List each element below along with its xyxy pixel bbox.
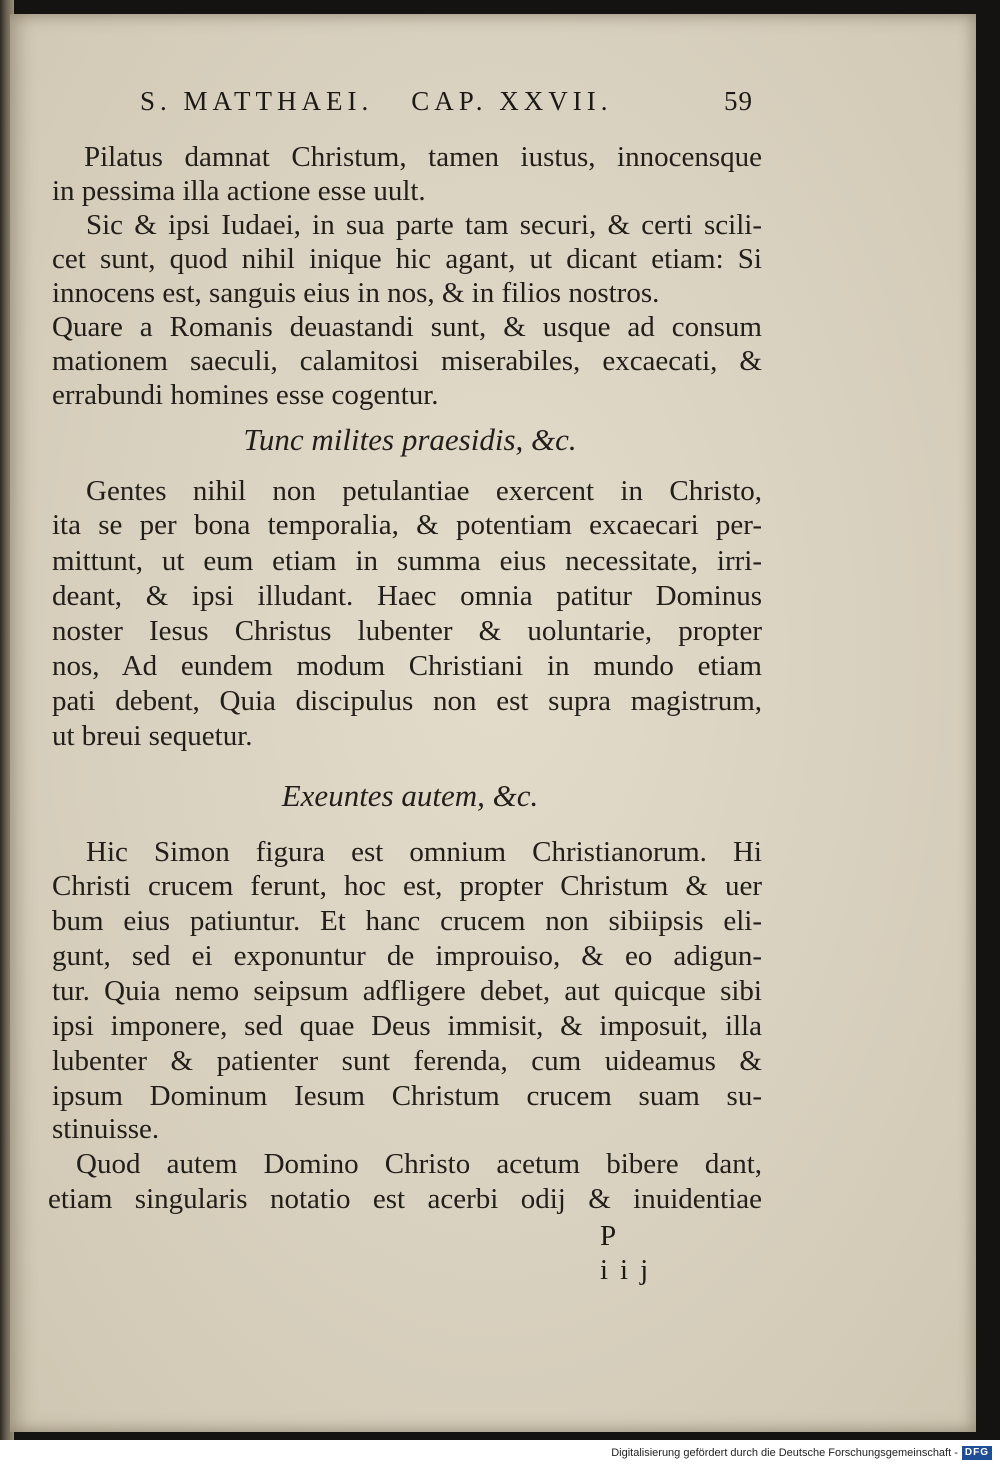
- text-line: lubenter & patienter sunt ferenda, cum uideamus &: [52, 1045, 762, 1077]
- text-line: Quod autem Domino Christo acetum bibere dant,: [76, 1148, 762, 1180]
- text-line: Christi crucem ferunt, hoc est, propter Christum & uer: [52, 870, 762, 902]
- footer-bar: [0, 1440, 1000, 1465]
- dfg-logo: DFG: [962, 1446, 992, 1460]
- text-line: in pessima illa actione esse uult.: [52, 175, 426, 207]
- text-line: pati debent, Quia discipulus non est supra magistrum,: [52, 685, 762, 717]
- text-line: ipsum Dominum Iesum Christum crucem suam su-: [52, 1080, 762, 1112]
- text-line: ita se per bona temporalia, & potentiam excaecari per-: [52, 509, 762, 541]
- text-line: noster Iesus Christus lubenter & uoluntarie, propter: [52, 615, 762, 647]
- running-head-chapter: CAP. XXVII.: [411, 86, 613, 116]
- funding-credit: Digitalisierung gefördert durch die Deutsche Forschungsgemeinschaft -: [611, 1446, 958, 1459]
- text-line: Sic & ipsi Iudaei, in sua parte tam securi, & certi scili-: [86, 209, 762, 241]
- text-line: Quare a Romanis deuastandi sunt, & usque ad consum: [52, 311, 762, 343]
- text-line: ipsi imponere, sed quae Deus immisit, & imposuit, illa: [52, 1010, 762, 1042]
- section-heading: Exeuntes autem, &c.: [281, 778, 539, 813]
- text-line: ut breui sequetur.: [52, 720, 253, 752]
- section-heading: Tunc milites praesidis, &c.: [243, 422, 577, 457]
- text-line: errabundi homines esse cogentur.: [52, 379, 439, 411]
- text-line: cet sunt, quod nihil inique hic agant, ut dicant etiam: Si: [52, 243, 762, 275]
- text-line: mittunt, ut eum etiam in summa eius necessitate, irri-: [52, 545, 762, 577]
- text-line: Hic Simon figura est omnium Christianorum. Hi: [86, 836, 762, 868]
- text-line: Gentes nihil non petulantiae exercent in Christo,: [86, 475, 762, 507]
- text-line: stinuisse.: [52, 1113, 160, 1145]
- signature-mark: P iij: [600, 1220, 661, 1286]
- text-line: Pilatus damnat Christum, tamen iustus, innocensque: [84, 141, 762, 173]
- text-line: gunt, sed ei exponuntur de improuiso, & eo adigun-: [52, 940, 762, 972]
- text-line: tur. Quia nemo seipsum adfligere debet, aut quicque sibi: [52, 975, 762, 1007]
- text-line: etiam singularis notatio est acerbi odij & inuidentiae: [48, 1183, 762, 1215]
- text-line: nos, Ad eundem modum Christiani in mundo etiam: [52, 650, 762, 682]
- folio-number: 59: [724, 86, 753, 116]
- text-line: mationem saeculi, calamitosi miserabiles, excaecati, &: [52, 345, 762, 377]
- text-line: deant, & ipsi illudant. Haec omnia patitur Dominus: [52, 580, 762, 612]
- running-head: [140, 86, 780, 120]
- running-head-book: S. MATTHAEI.: [140, 86, 374, 116]
- text-line: innocens est, sanguis eius in nos, & in filios nostros.: [52, 277, 660, 309]
- text-line: bum eius patiuntur. Et hanc crucem non sibiipsis eli-: [52, 905, 762, 937]
